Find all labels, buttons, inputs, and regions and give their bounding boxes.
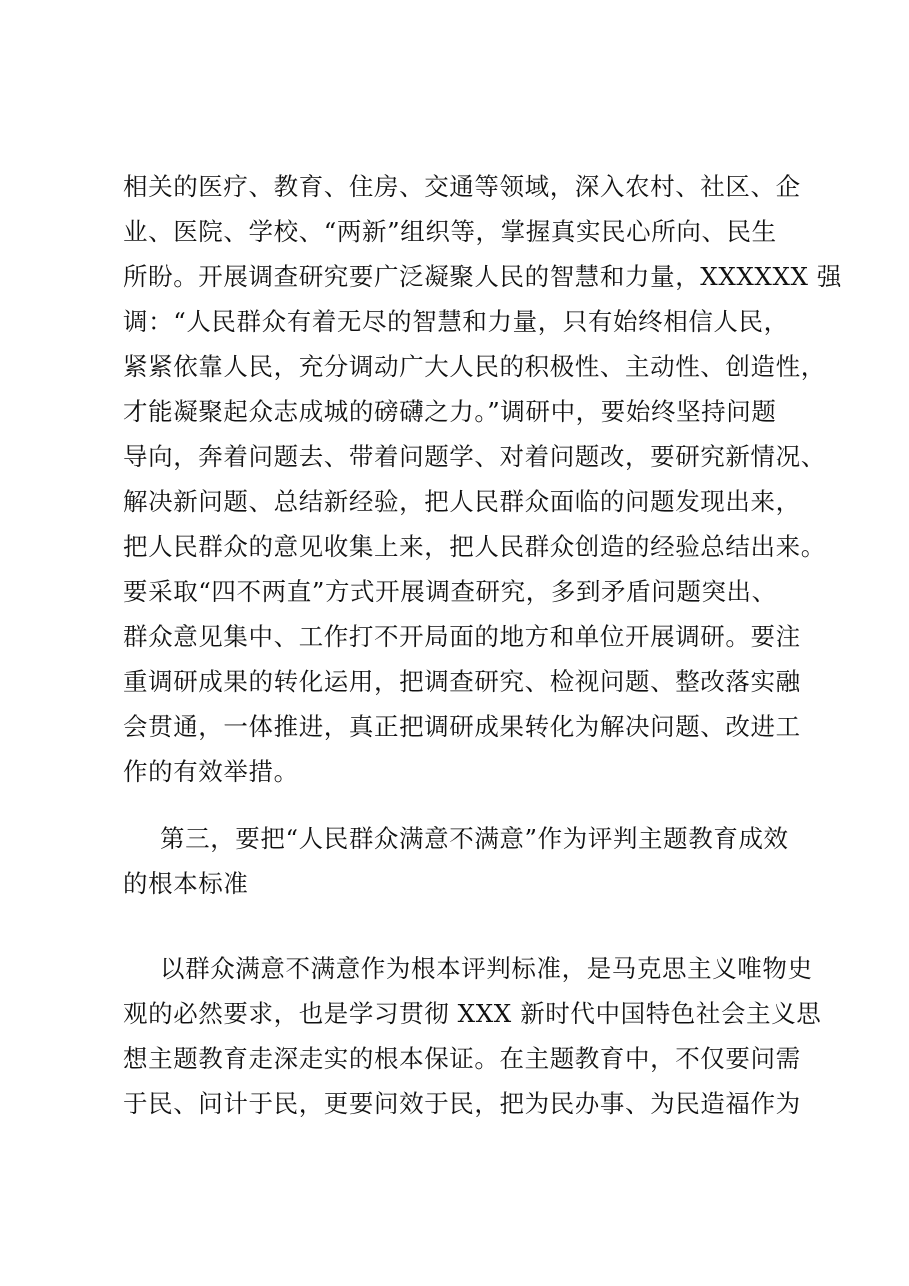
heading-line: 的根本标准 bbox=[123, 869, 249, 898]
paragraph-line: 才能凝聚起众志成城的磅礴之力。”调研中，要始终坚持问题 bbox=[123, 397, 777, 426]
paragraph-line: 导向，奔着问题去、带着问题学、对着问题改，要研究新情况、 bbox=[123, 442, 826, 471]
paragraph-line: 业、医院、学校、“两新”组织等，掌握真实民心所向、民生 bbox=[123, 217, 777, 246]
paragraph-line: 观的必然要求，也是学习贯彻 XXX 新时代中国特色社会主义思 bbox=[123, 999, 822, 1028]
paragraph-line: 相关的医疗、教育、住房、交通等领域，深入农村、社区、企 bbox=[123, 172, 801, 201]
paragraph-line: 以群众满意不满意作为根本评判标准，是马克思主义唯物史 bbox=[160, 954, 813, 983]
paragraph-line: 调：“人民群众有着无尽的智慧和力量，只有始终相信人民， bbox=[123, 307, 789, 336]
paragraph-line: 重调研成果的转化运用，把调查研究、检视问题、整改落实融 bbox=[123, 667, 801, 696]
paragraph-line: 紧紧依靠人民，充分调动广大人民的积极性、主动性、创造性， bbox=[123, 352, 826, 381]
body-paragraph-2 bbox=[123, 946, 822, 1126]
paragraph-line: 作的有效举措。 bbox=[123, 757, 299, 786]
paragraph-line: 要采取“四不两直”方式开展调查研究，多到矛盾问题突出、 bbox=[123, 577, 777, 606]
paragraph-line: 想主题教育走深走实的根本保证。在主题教育中，不仅要问需 bbox=[123, 1044, 801, 1073]
section-heading bbox=[123, 816, 813, 906]
paragraph-line: 群众意见集中、工作打不开局面的地方和单位开展调研。要注 bbox=[123, 622, 801, 651]
paragraph-line: 把人民群众的意见收集上来，把人民群众创造的经验总结出来。 bbox=[123, 532, 826, 561]
paragraph-line: 于民、问计于民，更要问效于民，把为民办事、为民造福作为 bbox=[123, 1089, 801, 1118]
paragraph-line: 解决新问题、总结新经验，把人民群众面临的问题发现出来， bbox=[123, 487, 801, 516]
body-paragraph-1 bbox=[123, 164, 843, 794]
heading-line: 第三，要把“人民群众满意不满意”作为评判主题教育成效 bbox=[160, 824, 789, 853]
paragraph-line: 会贯通，一体推进，真正把调研成果转化为解决问题、改进工 bbox=[123, 712, 801, 741]
paragraph-line: 所盼。开展调查研究要广泛凝聚人民的智慧和力量，XXXXXX 强 bbox=[123, 262, 843, 291]
